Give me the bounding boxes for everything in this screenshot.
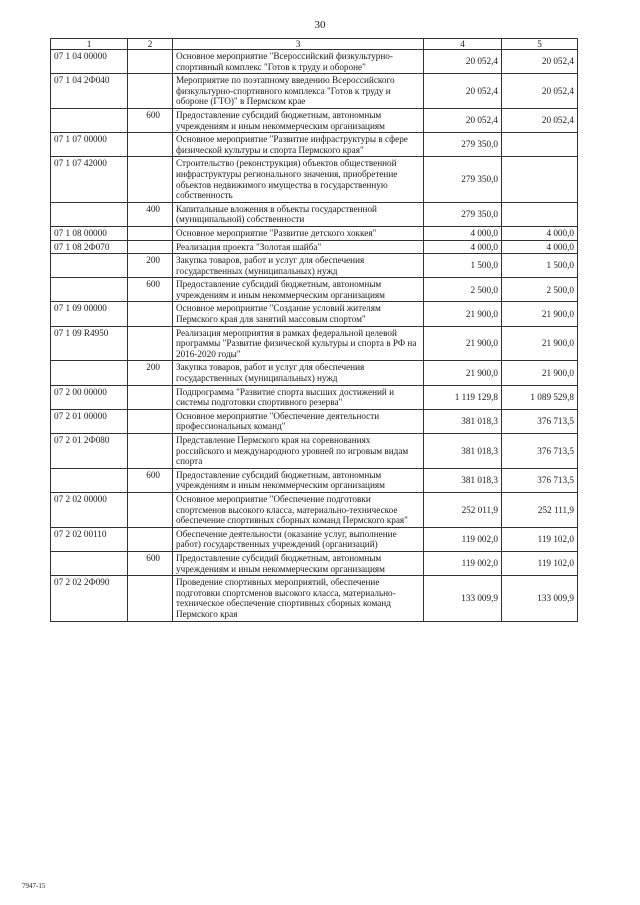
- table-row: [51, 226, 578, 240]
- table-body: [51, 39, 578, 622]
- row-code: [51, 278, 128, 302]
- table-row: [51, 50, 578, 74]
- table-row: [51, 133, 578, 157]
- table-row: [51, 576, 578, 621]
- row-name: Закупка товаров, работ и услуг для обеспечения государственных (муниципальных) нужд: [173, 361, 424, 385]
- row-expense-type: [128, 385, 173, 409]
- row-name: Проведение спортивных мероприятий, обеспечение подготовки спортсменов высокого класса, материально-техническое обеспечение спортивных сборных команд Пермского края: [173, 576, 424, 621]
- header-col-3: 3: [173, 39, 424, 50]
- row-code: 07 2 01 00000: [51, 409, 128, 433]
- row-value-year-1: 279 350,0: [424, 157, 502, 202]
- row-code: [51, 108, 128, 132]
- row-name: Мероприятие по поэтапному введению Всероссийского физкультурно-спортивного комплекса "Готов к труду и обороне (ГТО)" в Пермском крае: [173, 74, 424, 109]
- footer-code: 7947-15: [22, 882, 46, 890]
- row-value-year-1: 1 119 129,8: [424, 385, 502, 409]
- row-expense-type: [128, 157, 173, 202]
- row-name: Основное мероприятие "Обеспечение подготовки спортсменов высокого класса, материально-техническое обеспечение спортивных сборных команд Пермского края": [173, 492, 424, 527]
- row-code: 07 2 00 00000: [51, 385, 128, 409]
- row-expense-type: [128, 576, 173, 621]
- table-header-row: [51, 39, 578, 50]
- row-value-year-1: 4 000,0: [424, 226, 502, 240]
- row-value-year-2: 133 009,9: [502, 576, 578, 621]
- row-value-year-2: 1 089 529,8: [502, 385, 578, 409]
- row-value-year-1: 279 350,0: [424, 202, 502, 226]
- row-value-year-1: 381 018,3: [424, 434, 502, 469]
- table-row: [51, 157, 578, 202]
- row-value-year-1: 2 500,0: [424, 278, 502, 302]
- row-value-year-2: 21 900,0: [502, 326, 578, 361]
- row-value-year-1: 1 500,0: [424, 254, 502, 278]
- table-row: [51, 74, 578, 109]
- row-name: Предоставление субсидий бюджетным, автономным учреждениям и иным некоммерческим организациям: [173, 468, 424, 492]
- row-expense-type: 200: [128, 254, 173, 278]
- row-name: Основное мероприятие "Всероссийский физкультурно-спортивный комплекс "Готов к труду и обороне": [173, 50, 424, 74]
- row-expense-type: [128, 74, 173, 109]
- table-row: [51, 302, 578, 326]
- table-row: [51, 409, 578, 433]
- row-expense-type: 600: [128, 108, 173, 132]
- table-row: [51, 361, 578, 385]
- row-expense-type: [128, 50, 173, 74]
- row-code: [51, 254, 128, 278]
- row-value-year-2: [502, 133, 578, 157]
- row-value-year-2: 1 500,0: [502, 254, 578, 278]
- row-value-year-1: 21 900,0: [424, 326, 502, 361]
- row-value-year-2: 119 102,0: [502, 527, 578, 551]
- page-number: 30: [314, 19, 326, 31]
- row-code: [51, 361, 128, 385]
- row-value-year-1: 133 009,9: [424, 576, 502, 621]
- budget-table: [50, 38, 578, 622]
- table-row: [51, 240, 578, 254]
- row-name: Обеспечение деятельности (оказание услуг, выполнение работ) государственных учреждений (организаций): [173, 527, 424, 551]
- row-value-year-2: 2 500,0: [502, 278, 578, 302]
- row-expense-type: [128, 326, 173, 361]
- row-value-year-1: 279 350,0: [424, 133, 502, 157]
- row-expense-type: [128, 133, 173, 157]
- row-name: Основное мероприятие "Развитие инфраструктуры в сфере физической культуры и спорта Пермского края": [173, 133, 424, 157]
- row-code: 07 1 08 2Ф070: [51, 240, 128, 254]
- row-code: 07 1 09 00000: [51, 302, 128, 326]
- row-expense-type: [128, 240, 173, 254]
- row-expense-type: [128, 434, 173, 469]
- row-value-year-1: 20 052,4: [424, 108, 502, 132]
- row-value-year-1: 20 052,4: [424, 50, 502, 74]
- row-expense-type: [128, 527, 173, 551]
- row-name: Капитальные вложения в объекты государственной (муниципальной) собственности: [173, 202, 424, 226]
- row-name: Основное мероприятие "Создание условий жителям Пермского края для занятий массовым спортом": [173, 302, 424, 326]
- row-value-year-1: 21 900,0: [424, 302, 502, 326]
- row-expense-type: [128, 492, 173, 527]
- header-col-5: 5: [502, 39, 578, 50]
- header-col-1: 1: [51, 39, 128, 50]
- row-code: [51, 468, 128, 492]
- table-row: [51, 385, 578, 409]
- table-row: [51, 202, 578, 226]
- row-code: [51, 202, 128, 226]
- header-col-2: 2: [128, 39, 173, 50]
- row-name: Закупка товаров, работ и услуг для обеспечения государственных (муниципальных) нужд: [173, 254, 424, 278]
- table-row: [51, 434, 578, 469]
- row-value-year-1: 381 018,3: [424, 409, 502, 433]
- row-code: 07 1 07 42000: [51, 157, 128, 202]
- row-name: Основное мероприятие "Развитие детского хоккея": [173, 226, 424, 240]
- table-row: [51, 527, 578, 551]
- row-value-year-1: 252 011,9: [424, 492, 502, 527]
- row-name: Представление Пермского края на соревнованиях российского и международного уровней по игровым видам спорта: [173, 434, 424, 469]
- row-value-year-2: [502, 202, 578, 226]
- row-value-year-1: 20 052,4: [424, 74, 502, 109]
- row-code: 07 2 02 00110: [51, 527, 128, 551]
- row-expense-type: 600: [128, 551, 173, 575]
- row-expense-type: [128, 302, 173, 326]
- row-code: 07 1 07 00000: [51, 133, 128, 157]
- row-code: 07 1 08 00000: [51, 226, 128, 240]
- row-expense-type: 400: [128, 202, 173, 226]
- row-value-year-2: 376 713,5: [502, 468, 578, 492]
- row-value-year-1: 119 002,0: [424, 551, 502, 575]
- header-col-4: 4: [424, 39, 502, 50]
- row-value-year-1: 119 002,0: [424, 527, 502, 551]
- row-value-year-2: 119 102,0: [502, 551, 578, 575]
- row-value-year-2: 20 052,4: [502, 108, 578, 132]
- row-value-year-2: 376 713,5: [502, 409, 578, 433]
- row-code: 07 1 04 00000: [51, 50, 128, 74]
- row-expense-type: 600: [128, 278, 173, 302]
- row-value-year-2: [502, 157, 578, 202]
- row-value-year-1: 381 018,3: [424, 468, 502, 492]
- row-value-year-2: 376 713,5: [502, 434, 578, 469]
- row-name: Основное мероприятие "Обеспечение деятельности профессиональных команд": [173, 409, 424, 433]
- table-row: [51, 278, 578, 302]
- row-name: Подпрограмма "Развитие спорта высших достижений и системы подготовки спортивного резерва": [173, 385, 424, 409]
- row-name: Реализация проекта "Золотая шайба": [173, 240, 424, 254]
- row-value-year-1: 21 900,0: [424, 361, 502, 385]
- table-row: [51, 551, 578, 575]
- table-row: [51, 468, 578, 492]
- row-expense-type: 600: [128, 468, 173, 492]
- row-name: Предоставление субсидий бюджетным, автономным учреждениям и иным некоммерческим организациям: [173, 278, 424, 302]
- row-value-year-2: 20 052,4: [502, 50, 578, 74]
- row-code: 07 1 09 R4950: [51, 326, 128, 361]
- row-name: Реализация мероприятия в рамках федеральной целевой программы "Развитие физической культуры и спорта в РФ на 2016-2020 годы": [173, 326, 424, 361]
- row-value-year-2: 21 900,0: [502, 361, 578, 385]
- row-expense-type: 200: [128, 361, 173, 385]
- row-name: Строительство (реконструкция) объектов общественной инфраструктуры регионального значения, приобретение объектов недвижимого имущества в государственную собственность: [173, 157, 424, 202]
- row-value-year-2: 20 052,4: [502, 74, 578, 109]
- table-row: [51, 254, 578, 278]
- row-code: [51, 551, 128, 575]
- row-code: 07 2 02 00000: [51, 492, 128, 527]
- row-value-year-1: 4 000,0: [424, 240, 502, 254]
- table-row: [51, 326, 578, 361]
- row-code: 07 2 01 2Ф080: [51, 434, 128, 469]
- row-value-year-2: 4 000,0: [502, 240, 578, 254]
- row-expense-type: [128, 409, 173, 433]
- row-name: Предоставление субсидий бюджетным, автономным учреждениям и иным некоммерческим организациям: [173, 551, 424, 575]
- row-value-year-2: 4 000,0: [502, 226, 578, 240]
- row-expense-type: [128, 226, 173, 240]
- row-code: 07 1 04 2Ф040: [51, 74, 128, 109]
- table-row: [51, 492, 578, 527]
- row-code: 07 2 02 2Ф090: [51, 576, 128, 621]
- row-name: Предоставление субсидий бюджетным, автономным учреждениям и иным некоммерческим организациям: [173, 108, 424, 132]
- row-value-year-2: 252 111,9: [502, 492, 578, 527]
- table-row: [51, 108, 578, 132]
- row-value-year-2: 21 900,0: [502, 302, 578, 326]
